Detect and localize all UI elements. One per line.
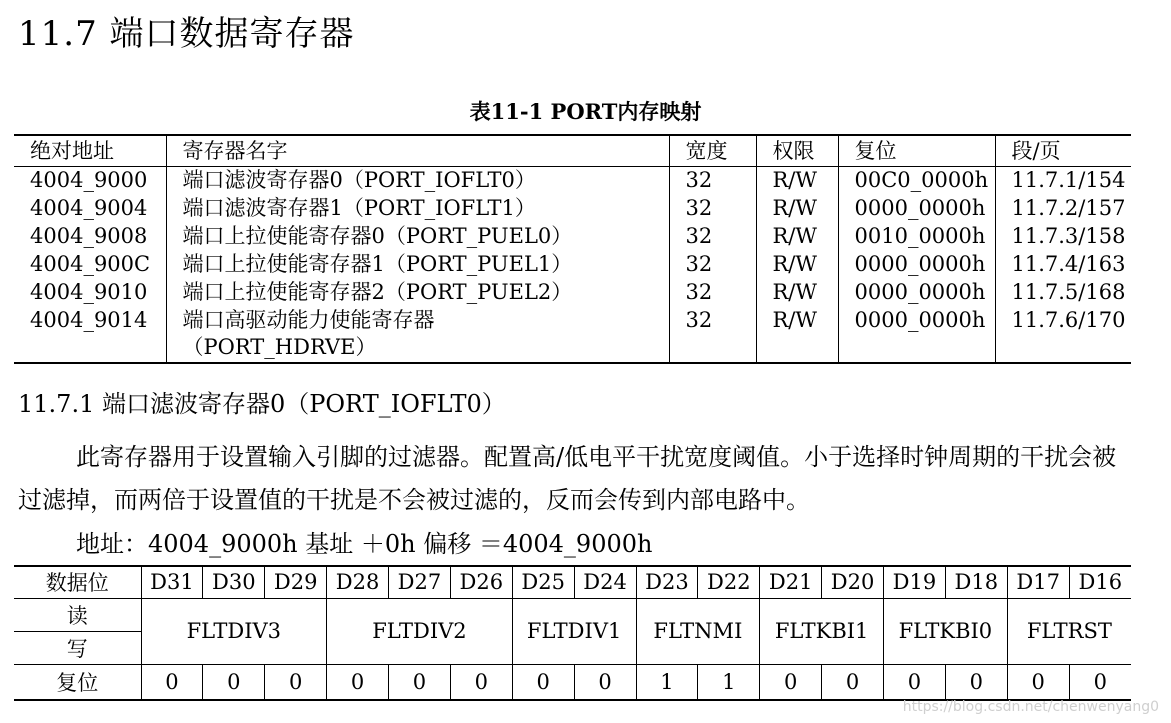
reset-value-cell: 0 xyxy=(822,664,884,700)
bit-number-cell: D20 xyxy=(822,566,884,598)
table-caption: 表11-1 PORT内存映射 xyxy=(469,99,702,124)
section-cell: 11.7.2/157 xyxy=(995,195,1131,223)
table-row xyxy=(14,279,1131,307)
bit-field-cell: FLTNMI xyxy=(636,598,760,664)
table-row xyxy=(14,167,1131,195)
reset-value-cell: 0 xyxy=(574,664,636,700)
width-cell: 32 xyxy=(669,167,756,195)
reset-value-cell: 0 xyxy=(203,664,265,700)
row-label-bits: 数据位 xyxy=(14,566,141,598)
reset-value-cell: 0 xyxy=(884,664,946,700)
table-header-row xyxy=(14,135,1131,167)
bit-field-cell: FLTDIV3 xyxy=(141,598,327,664)
reset-value-cell: 0 xyxy=(1069,664,1131,700)
memory-map-table xyxy=(14,134,1131,364)
section-cell: 11.7.4/163 xyxy=(995,251,1131,279)
address-cell: 4004_900C xyxy=(14,251,166,279)
register-name-cell: 端口上拉使能寄存器2（PORT_PUEL2） xyxy=(166,279,669,307)
section-heading: 11.7 端口数据寄存器 xyxy=(18,14,355,54)
table-row xyxy=(14,223,1131,251)
bit-number-cell: D25 xyxy=(512,566,574,598)
address-cell: 4004_9010 xyxy=(14,279,166,307)
reset-value-cell: 0 xyxy=(1007,664,1069,700)
address-cell: 4004_9000 xyxy=(14,167,166,195)
section-cell: 11.7.1/154 xyxy=(995,167,1131,195)
bit-number-cell: D21 xyxy=(760,566,822,598)
bit-number-cell: D22 xyxy=(698,566,760,598)
bit-field-table xyxy=(14,565,1131,701)
register-name-cell: 端口滤波寄存器0（PORT_IOFLT0） xyxy=(166,167,669,195)
reset-value-cell: 1 xyxy=(636,664,698,700)
access-cell: R/W xyxy=(756,195,838,223)
description-paragraph: 此寄存器用于设置输入引脚的过滤器。配置高/低电平干扰宽度阈值。小于选择时钟周期的干扰会被过滤掉，而两倍于设置值的干扰是不会被过滤的，反而会传到内部电路中。 xyxy=(18,443,1117,514)
section-cell: 11.7.6/170 xyxy=(995,307,1131,363)
bit-number-cell: D27 xyxy=(389,566,451,598)
header-cell: 宽度 xyxy=(669,135,756,167)
access-cell: R/W xyxy=(756,167,838,195)
row-label-read: 读 xyxy=(14,598,141,631)
reset-cell: 00C0_0000h xyxy=(838,167,995,195)
table-row xyxy=(14,195,1131,223)
bit-number-cell: D23 xyxy=(636,566,698,598)
bit-number-cell: D16 xyxy=(1069,566,1131,598)
bit-number-cell: D28 xyxy=(327,566,389,598)
bit-number-cell: D17 xyxy=(1007,566,1069,598)
register-name-cell: 端口上拉使能寄存器1（PORT_PUEL1） xyxy=(166,251,669,279)
access-cell: R/W xyxy=(756,223,838,251)
reset-value-cell: 0 xyxy=(141,664,203,700)
access-cell: R/W xyxy=(756,307,838,363)
address-line: 地址：4004_9000h 基址 ＋0h 偏移 ＝4004_9000h xyxy=(76,530,653,558)
bit-number-cell: D30 xyxy=(203,566,265,598)
reset-cell: 0000_0000h xyxy=(838,307,995,363)
header-cell: 权限 xyxy=(756,135,838,167)
bit-number-cell: D26 xyxy=(450,566,512,598)
header-cell: 复位 xyxy=(838,135,995,167)
reset-value-cell: 0 xyxy=(327,664,389,700)
reset-value-cell: 0 xyxy=(265,664,327,700)
bit-number-cell: D19 xyxy=(884,566,946,598)
width-cell: 32 xyxy=(669,195,756,223)
reset-value-cell: 0 xyxy=(389,664,451,700)
subsection-heading: 11.7.1 端口滤波寄存器0（PORT_IOFLT0） xyxy=(18,390,506,418)
reset-cell: 0000_0000h xyxy=(838,195,995,223)
bit-number-cell: D18 xyxy=(945,566,1007,598)
access-cell: R/W xyxy=(756,279,838,307)
table-row xyxy=(14,251,1131,279)
access-cell: R/W xyxy=(756,251,838,279)
bit-field-cell: FLTDIV2 xyxy=(327,598,513,664)
reset-value-cell: 0 xyxy=(760,664,822,700)
row-label-write: 写 xyxy=(14,631,141,664)
watermark: https://blog.csdn.net/chenwenyang0 xyxy=(902,699,1159,715)
header-cell: 段/页 xyxy=(995,135,1131,167)
section-cell: 11.7.3/158 xyxy=(995,223,1131,251)
read-row xyxy=(14,598,1131,631)
reset-cell: 0000_0000h xyxy=(838,251,995,279)
address-cell: 4004_9004 xyxy=(14,195,166,223)
register-name-line: 端口高驱动能力使能寄存器 xyxy=(182,307,435,332)
section-cell: 11.7.5/168 xyxy=(995,279,1131,307)
bit-field-cell: FLTKBI1 xyxy=(760,598,884,664)
width-cell: 32 xyxy=(669,251,756,279)
header-cell: 寄存器名字 xyxy=(166,135,669,167)
reset-row xyxy=(14,664,1131,700)
reset-value-cell: 0 xyxy=(450,664,512,700)
table-row xyxy=(14,307,1131,363)
bit-number-cell: D31 xyxy=(141,566,203,598)
bit-number-cell: D24 xyxy=(574,566,636,598)
reset-cell: 0010_0000h xyxy=(838,223,995,251)
bit-number-row xyxy=(14,566,1131,598)
reset-value-cell: 0 xyxy=(945,664,1007,700)
register-name-cell: 端口滤波寄存器1（PORT_IOFLT1） xyxy=(166,195,669,223)
width-cell: 32 xyxy=(669,223,756,251)
bit-field-cell: FLTDIV1 xyxy=(512,598,636,664)
register-name-cell xyxy=(166,307,669,363)
width-cell: 32 xyxy=(669,307,756,363)
header-cell: 绝对地址 xyxy=(14,135,166,167)
address-cell: 4004_9014 xyxy=(14,307,166,363)
bit-number-cell: D29 xyxy=(265,566,327,598)
register-name-cell: 端口上拉使能寄存器0（PORT_PUEL0） xyxy=(166,223,669,251)
reset-value-cell: 0 xyxy=(512,664,574,700)
register-name-line: （PORT_HDRVE） xyxy=(182,334,377,359)
bit-field-cell: FLTRST xyxy=(1007,598,1131,664)
width-cell: 32 xyxy=(669,279,756,307)
row-label-reset: 复位 xyxy=(14,664,141,700)
reset-value-cell: 1 xyxy=(698,664,760,700)
bit-field-cell: FLTKBI0 xyxy=(884,598,1008,664)
address-cell: 4004_9008 xyxy=(14,223,166,251)
reset-cell: 0000_0000h xyxy=(838,279,995,307)
